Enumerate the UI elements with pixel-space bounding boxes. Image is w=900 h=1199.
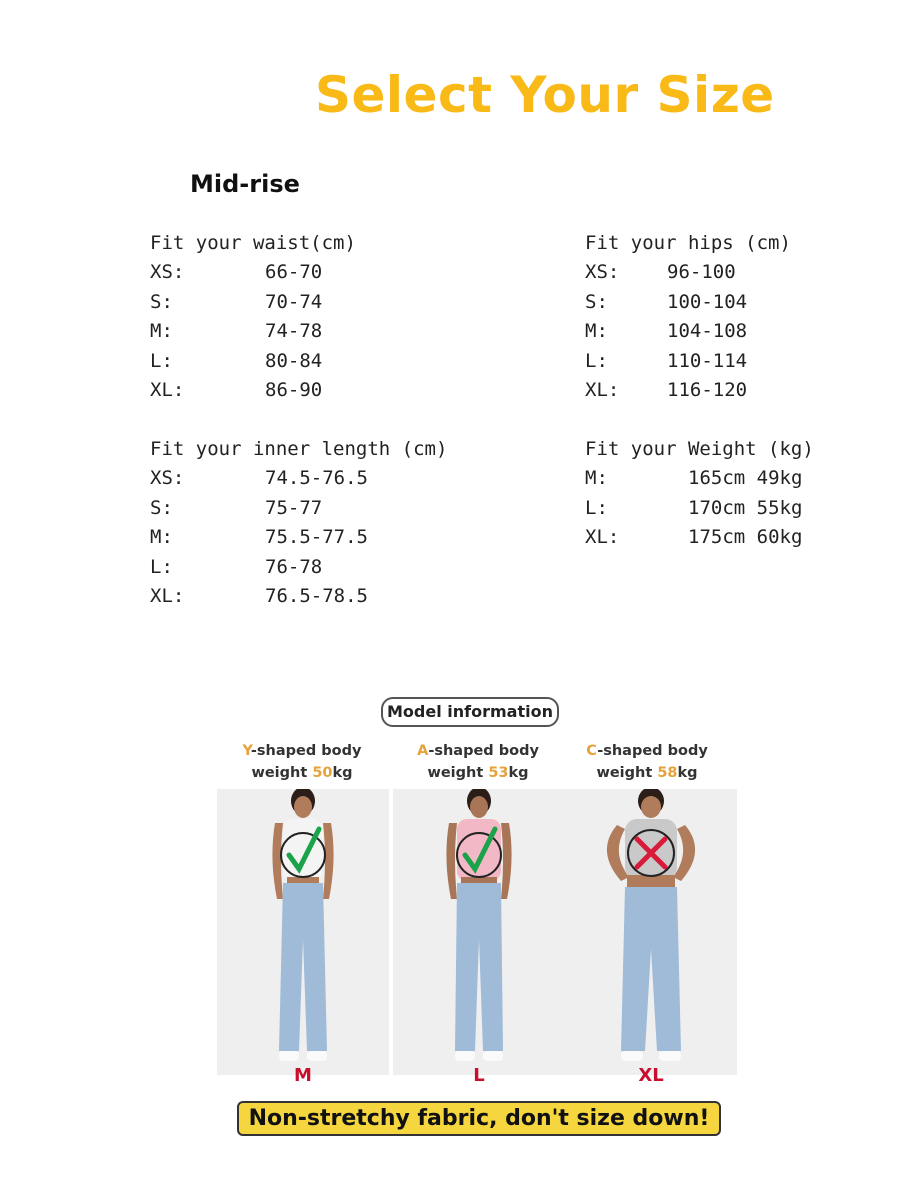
size-label: XS: bbox=[150, 467, 185, 489]
weight-prefix: weight bbox=[427, 765, 489, 781]
waist-row bbox=[150, 347, 470, 377]
weight-unit: kg bbox=[677, 765, 698, 781]
size-value: 75.5-77.5 bbox=[265, 526, 368, 548]
body-shape-letter: C bbox=[586, 743, 598, 759]
weight-unit: kg bbox=[508, 765, 529, 781]
hips-row bbox=[585, 288, 885, 318]
model-size-label: L bbox=[473, 1065, 485, 1086]
inner-length-row bbox=[150, 494, 480, 524]
weight-unit: kg bbox=[332, 765, 353, 781]
size-label: M: bbox=[585, 320, 608, 342]
size-value: 104-108 bbox=[667, 320, 748, 342]
body-shape-text: -shaped body bbox=[428, 743, 539, 759]
size-value: 76-78 bbox=[265, 555, 323, 578]
model-photo bbox=[217, 789, 389, 1075]
waist-row bbox=[150, 288, 470, 318]
weight-prefix: weight bbox=[251, 765, 313, 781]
inner-length-row bbox=[150, 523, 480, 553]
size-label: XL: bbox=[150, 379, 185, 401]
body-shape-letter: A bbox=[417, 743, 429, 759]
weight-number: 58 bbox=[657, 765, 678, 781]
model-caption bbox=[562, 740, 732, 784]
size-value: 80-84 bbox=[265, 349, 323, 372]
size-value: 75-77 bbox=[265, 496, 323, 519]
hips-row bbox=[585, 258, 885, 288]
size-label: XL: bbox=[585, 526, 620, 548]
model-caption bbox=[217, 740, 387, 784]
size-label: M: bbox=[585, 467, 608, 489]
model-caption bbox=[393, 740, 563, 784]
size-label: S: bbox=[150, 290, 173, 313]
size-value: 100-104 bbox=[667, 290, 748, 313]
size-value: 74-78 bbox=[265, 320, 323, 342]
model-information-panel bbox=[217, 693, 827, 1093]
inner-length-header: Fit your inner length (cm) bbox=[150, 438, 448, 460]
size-value: 74.5-76.5 bbox=[265, 467, 368, 489]
weight-header: Fit your Weight (kg) bbox=[585, 438, 814, 460]
model-size-label: M bbox=[294, 1065, 312, 1086]
inner-length-row bbox=[150, 582, 480, 612]
size-value: 175cm 60kg bbox=[688, 526, 803, 548]
size-label: XL: bbox=[150, 585, 185, 607]
weight-row bbox=[585, 523, 885, 553]
page-title: Select Your Size bbox=[315, 66, 775, 124]
waist-size-table bbox=[150, 228, 470, 406]
size-value: 66-70 bbox=[265, 261, 323, 283]
hips-row bbox=[585, 376, 885, 406]
size-label: S: bbox=[150, 496, 173, 519]
hips-header: Fit your hips (cm) bbox=[585, 232, 791, 254]
model-photo bbox=[393, 789, 565, 1075]
size-label: L: bbox=[150, 349, 173, 372]
fabric-warning-banner: Non-stretchy fabric, don't size down! bbox=[237, 1101, 721, 1136]
model-size-label: XL bbox=[638, 1065, 664, 1086]
inner-length-table bbox=[150, 434, 480, 612]
model-information-badge: Model information bbox=[381, 697, 559, 727]
hips-size-table bbox=[585, 228, 885, 406]
waist-header: Fit your waist(cm) bbox=[150, 232, 356, 254]
weight-row bbox=[585, 464, 885, 494]
size-value: 165cm 49kg bbox=[688, 467, 803, 489]
size-value: 116-120 bbox=[667, 379, 748, 401]
size-label: L: bbox=[150, 555, 173, 578]
waist-row bbox=[150, 258, 470, 288]
size-label: XL: bbox=[585, 379, 620, 401]
size-label: S: bbox=[585, 290, 608, 313]
size-value: 76.5-78.5 bbox=[265, 585, 368, 607]
body-shape-letter: Y bbox=[242, 743, 251, 759]
model-photo bbox=[565, 789, 737, 1075]
inner-length-row bbox=[150, 553, 480, 583]
size-label: XS: bbox=[150, 261, 185, 283]
hips-row bbox=[585, 317, 885, 347]
size-value: 70-74 bbox=[265, 290, 323, 313]
size-label: M: bbox=[150, 526, 173, 548]
body-shape-text: -shaped body bbox=[250, 743, 362, 759]
size-value: 86-90 bbox=[265, 379, 323, 401]
hips-row bbox=[585, 347, 885, 377]
body-shape-text: -shaped body bbox=[597, 743, 708, 759]
weight-number: 53 bbox=[488, 765, 509, 781]
inner-length-row bbox=[150, 464, 480, 494]
size-value: 110-114 bbox=[667, 349, 748, 372]
size-value: 96-100 bbox=[667, 261, 736, 283]
size-value: 170cm 55kg bbox=[688, 496, 803, 519]
waist-row bbox=[150, 317, 470, 347]
waist-row bbox=[150, 376, 470, 406]
weight-prefix: weight bbox=[596, 765, 658, 781]
size-label: L: bbox=[585, 496, 608, 519]
weight-size-table bbox=[585, 434, 885, 553]
weight-number: 50 bbox=[312, 765, 333, 781]
size-label: L: bbox=[585, 349, 608, 372]
weight-row bbox=[585, 494, 885, 524]
size-label: M: bbox=[150, 320, 173, 342]
size-label: XS: bbox=[585, 261, 620, 283]
rise-subtitle: Mid-rise bbox=[190, 170, 300, 198]
